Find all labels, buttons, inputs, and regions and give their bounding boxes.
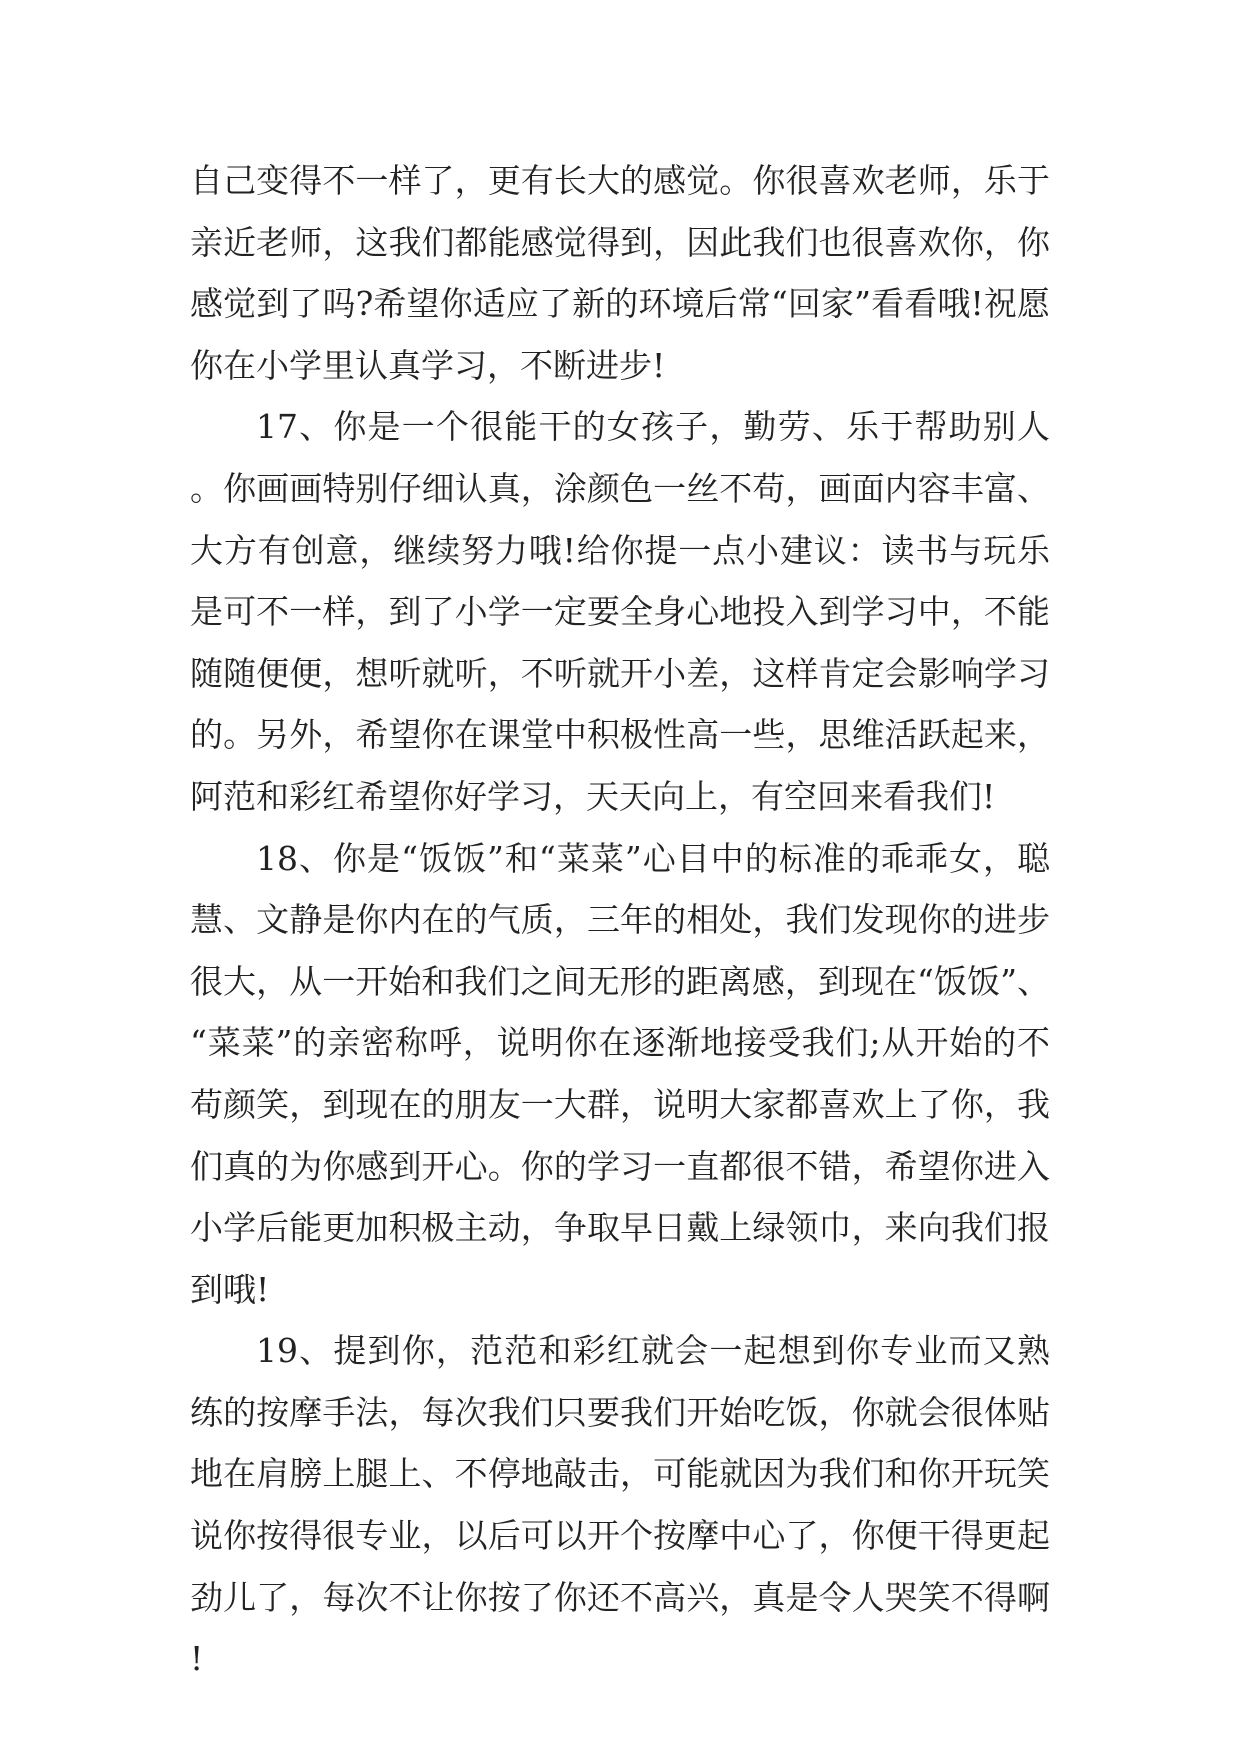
paragraph-comment-19: 19、提到你，范范和彩红就会一起想到你专业而又熟练的按摩手法，每次我们只要我们开始吃饭，你就会很体贴地在肩膀上腿上、不停地敲击，可能就因为我们和你开玩笑说你按得很专业，以后可以开个按摩中心了，你便干得更起劲儿了，每次不让你按了你还不高兴，真是令人哭笑不得啊! (190, 1331, 1050, 1679)
paragraph-continuation: 自己变得不一样了，更有长大的感觉。你很喜欢老师，乐于亲近老师，这我们都能感觉得到，因此我们也很喜欢你，你感觉到了吗?希望你适应了新的环境后常“回家”看看哦!祝愿你在小学里认真学习，不断进步! (190, 161, 1050, 385)
paragraph-comment-18: 18、你是“饭饭”和“菜菜”心目中的标准的乖乖女，聪慧、文静是你内在的气质，三年的相处，我们发现你的进步很大，从一开始和我们之间无形的距离感，到现在“饭饭”、“菜菜”的亲密称呼，说明你在逐渐地接受我们;从开始的不苟颜笑，到现在的朋友一大群，说明大家都喜欢上了你，我们真的为你感到开心。你的学习一直都很不错，希望你进入小学后能更加积极主动，争取早日戴上绿领巾，来向我们报到哦! (190, 838, 1050, 1309)
document-body (190, 150, 1050, 1690)
paragraph-comment-17: 17、你是一个很能干的女孩子，勤劳、乐于帮助别人。你画画特别仔细认真，涂颜色一丝不苟，画面内容丰富、大方有创意，继续努力哦!给你提一点小建议：读书与玩乐是可不一样，到了小学一定要全身心地投入到学习中，不能随随便便，想听就听，不听就开小差，这样肯定会影响学习的。另外，希望你在课堂中积极性高一些，思维活跃起来，阿范和彩红希望你好学习，天天向上，有空回来看我们! (190, 407, 1050, 816)
